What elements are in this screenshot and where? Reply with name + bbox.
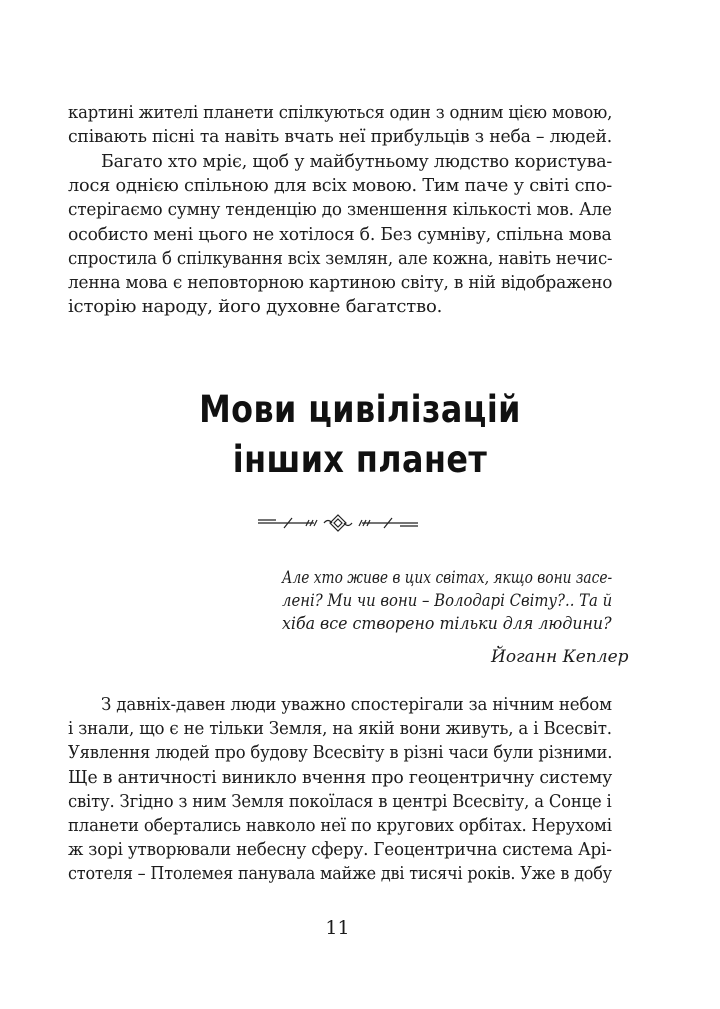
intro-line-1: картині жителі планети спілкуються один з одним цією мовою, xyxy=(68,102,613,123)
paragraph-2-line-2: лося однією спільною для всіх мовою. Тим паче у світі спо- xyxy=(68,175,613,196)
paragraph-2-line-3: стерігаємо сумну тенденцію до зменшення кількості мов. Але xyxy=(68,199,612,220)
paragraph-2-line-4: особисто мені цього не хотілося б. Без сумніву, спільна мова xyxy=(68,224,612,245)
section-heading-line-2: інших планет xyxy=(232,438,488,481)
main-paragraph-line-3: Уявлення людей про будову Всесвіту в різні часи були різними. xyxy=(68,742,613,763)
paragraph-2-line-5: спростила б спілкування всіх землян, але кожна, навіть нечис- xyxy=(68,248,613,269)
intro-line-2: співають пісні та навіть вчать неї прибульців з неба – людей. xyxy=(68,126,612,147)
epigraph-author: Йоганн Кеплер xyxy=(491,647,629,667)
main-paragraph-line-8: стотеля – Птолемея панувала майже дві тисячі років. Уже в добу xyxy=(68,863,612,884)
main-paragraph-line-1: З давніх-давен люди уважно спостерігали за нічним небом xyxy=(101,694,612,715)
epigraph-line-3: хіба все створено тільки для людини? xyxy=(282,614,612,634)
epigraph-line-2: лені? Ми чи вони – Володарі Світу?.. Та й xyxy=(282,591,613,611)
paragraph-2-line-1: Багато хто мріє, щоб у майбутньому людство користува- xyxy=(101,151,613,172)
main-paragraph-line-4: Ще в античності виникло вчення про геоцентричну систему xyxy=(68,767,613,788)
decorative-divider-icon xyxy=(256,512,420,534)
main-paragraph-line-2: і знали, що є не тільки Земля, на якій вони живуть, а і Всесвіт. xyxy=(68,718,612,739)
epigraph-line-1: Але хто живе в цих світах, якщо вони засе- xyxy=(282,568,613,588)
paragraph-2-line-7: історію народу, його духовне багатство. xyxy=(68,296,443,317)
section-heading-line-1: Мови цивілізацій xyxy=(199,388,521,431)
main-paragraph-line-5: світу. Згідно з ним Земля покоїлася в центрі Всесвіту, а Сонце і xyxy=(68,791,612,812)
page-number: 11 xyxy=(325,917,350,939)
main-paragraph-line-7: ж зорі утворювали небесну сферу. Геоцентрична система Арі- xyxy=(68,839,612,860)
main-paragraph-line-6: планети обертались навколо неї по кругових орбітах. Нерухомі xyxy=(68,815,612,836)
paragraph-2-line-6: ленна мова є неповторною картиною світу, в ній відображено xyxy=(68,272,613,293)
